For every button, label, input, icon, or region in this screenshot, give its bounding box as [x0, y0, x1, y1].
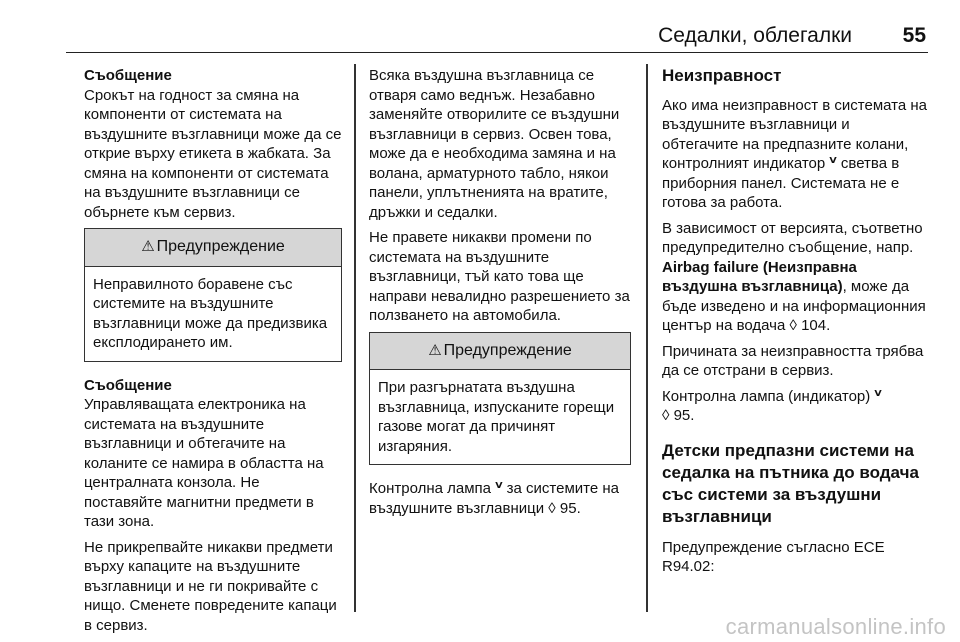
text-fragment: В зависимост от версията, съответно предупредително съобщение, напр.: [662, 219, 923, 256]
text-fragment: , може да бъде изведено и на информационния център на водача: [662, 278, 926, 334]
reference-arrow-icon: ◊: [789, 317, 797, 334]
warning-title: [370, 333, 630, 371]
section-heading: Неизправност: [662, 66, 782, 85]
section-heading: Детски предпазни системи на седалка на пътника до водача със системи за въздушни възглавници: [662, 440, 919, 526]
column-divider: [646, 64, 648, 612]
note-text: Управляващата електроника на системата на въздушните възглавници и обтегачите на коланите се намира в областта на централната конзола. Не поставяйте магнитни предмети в тази зона.: [84, 396, 324, 530]
page-header: [66, 18, 928, 53]
warning-triangle-icon: ⚠: [141, 238, 155, 255]
reference-arrow-icon: ◊: [662, 407, 670, 424]
airbag-indicator-icon: ⱽ: [874, 387, 882, 405]
warning-text: Неправилното боравене със системите на въздушните възглавници може да предизвика експлодирането им.: [93, 275, 328, 351]
message-text: Airbag failure (Неизправна въздушна възглавница): [662, 258, 857, 295]
note-text: Срокът на годност за смяна на компоненти от системата на въздушните възглавници може да се открие върху етикета в жабката. За смяна на компоненти от системата на въздушните възглавници се обърнете към сервиз.: [84, 86, 342, 221]
page-number: 55: [902, 24, 926, 47]
warning-title-text: Предупреждение: [443, 341, 572, 359]
warning-triangle-icon: ⚠: [428, 341, 442, 359]
warning-box: [369, 332, 631, 466]
note-heading: Съобщение: [84, 376, 172, 394]
column-2: [369, 66, 631, 524]
airbag-indicator-icon: ⱽ: [495, 480, 503, 497]
column-divider: [354, 64, 356, 612]
paragraph: [369, 479, 631, 518]
column-1: [84, 66, 342, 641]
text-fragment: Ако има неизправност в системата на въздушните възглавници и обтегачите на предпазните колани, контролният индикатор: [662, 96, 927, 172]
text-fragment: Контролна лампа (индикатор): [662, 387, 875, 405]
warning-title: [85, 229, 341, 267]
paragraph: [662, 387, 928, 426]
text-fragment: светва в приборния панел. Системата не е готова за работа.: [662, 155, 900, 211]
page-title: Седалки, облегалки: [658, 24, 852, 47]
text-fragment: за системите на въздушните възглавници: [369, 480, 620, 517]
page-reference: 104.: [796, 317, 831, 334]
text-fragment: Контролна лампа: [369, 480, 496, 497]
paragraph: [662, 96, 928, 213]
paragraph: Не правете никакви промени по системата на въздушните възглавници, тъй като това ще направи невалидно разрешението за ползването на автомобила.: [369, 229, 630, 324]
warning-box: [84, 228, 342, 362]
airbag-indicator-icon: ⱽ: [829, 155, 837, 172]
page-reference: 95.: [555, 499, 581, 517]
column-3: [662, 66, 928, 583]
warning-text: При разгърнатата въздушна възглавница, изпусканите горещи газове могат да причинят изгаряния.: [378, 379, 615, 455]
paragraph: Причината за неизправността трябва да се отстрани в сервиз.: [662, 342, 924, 379]
paragraph: Не прикрепвайте никакви предмети върху капаците на въздушните възглавници и не ги покривайте с нищо. Сменете повредените капаци в сервиз.: [84, 538, 337, 634]
page-reference: 95.: [669, 407, 695, 424]
warning-title-text: Предупреждение: [156, 238, 285, 255]
reference-arrow-icon: ◊: [548, 499, 556, 517]
paragraph: Предупреждение съгласно ECE R94.02:: [662, 538, 885, 575]
paragraph: Всяка въздушна възглавница се отваря само веднъж. Незабавно заменяйте отворилите се въздушни възглавници в сервиз. Освен това, може да е необходима замяна и на волана, арматурното табло, някои панели, уплътненията на вратите, дръжки и седалки.: [369, 67, 620, 221]
paragraph: [662, 219, 928, 336]
note-heading: Съобщение: [84, 67, 172, 84]
watermark: carmanualsonline.info: [725, 614, 946, 639]
